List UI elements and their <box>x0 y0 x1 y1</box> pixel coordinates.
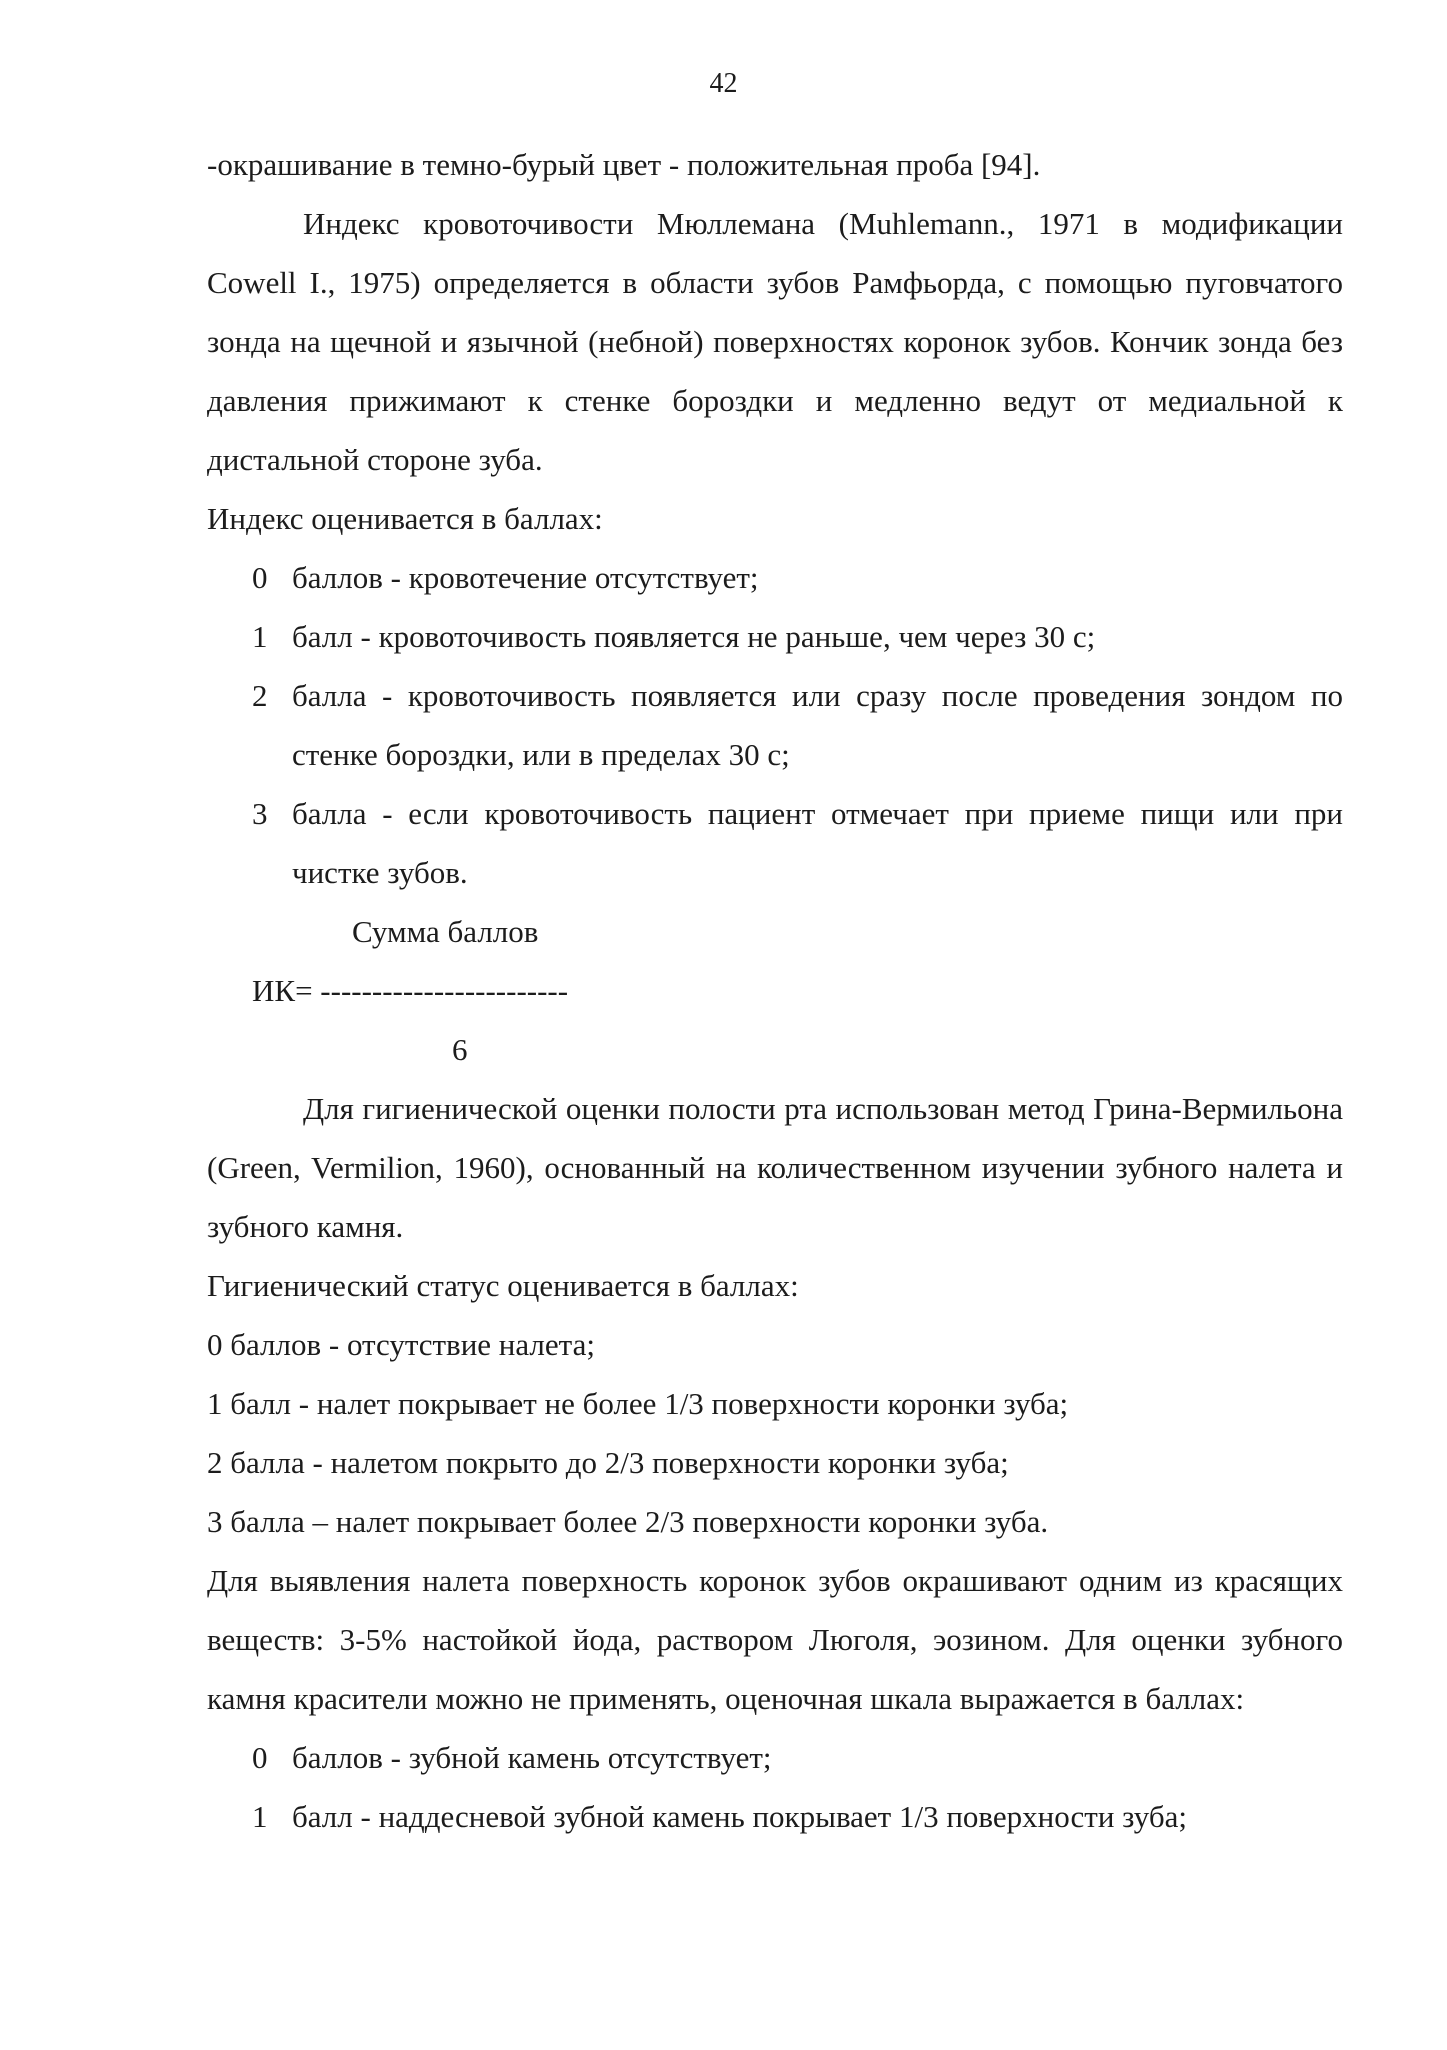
green-vermilion-paragraph: Для гигиенической оценки полости рта использован метод Грина-Вермильона (Green, Vermilion, 1960), основанный на количественном изучении зубного налета и зубного камня. <box>207 1091 1343 1244</box>
calculus-score-item <box>252 1787 1343 1846</box>
formula-numerator: Сумма баллов <box>352 914 539 949</box>
muhlemann-scale-heading: Индекс оценивается в баллах: <box>207 501 603 536</box>
page-number: 42 <box>709 68 738 99</box>
bleeding-score-item <box>252 548 1343 607</box>
staining-paragraph: Для выявления налета поверхность коронок зубов окрашивают одним из красящих веществ: 3-5% настойкой йода, раствором Люголя, эозином. Для оценки зубного камня красители можно не применять, оценочная шкала выражается в баллах: <box>207 1563 1343 1716</box>
plaque-score-line: 0 баллов - отсутствие налета; <box>207 1327 595 1362</box>
bleeding-score-item <box>252 666 1343 784</box>
score-number: 1 <box>252 619 268 654</box>
plaque-score-line: 1 балл - налет покрывает не более 1/3 поверхности коронки зуба; <box>207 1386 1069 1421</box>
bleeding-index-formula <box>207 902 1343 1079</box>
score-number: 2 <box>252 678 268 713</box>
score-description: балл - кровоточивость появляется не раньше, чем через 30 с; <box>292 619 1096 654</box>
formula-denominator: 6 <box>452 1032 468 1067</box>
score-number: 0 <box>252 560 268 595</box>
score-description: балла - кровоточивость появляется или сразу после проведения зондом по стенке бороздки, или в пределах 30 с; <box>292 678 1343 772</box>
score-description: балл - наддесневой зубной камень покрывает 1/3 поверхности зуба; <box>292 1799 1187 1834</box>
bleeding-score-item <box>252 607 1343 666</box>
plaque-score-line: 2 балла - налетом покрыто до 2/3 поверхности коронки зуба; <box>207 1445 1009 1480</box>
score-number: 1 <box>252 1799 268 1834</box>
score-number: 0 <box>252 1740 268 1775</box>
score-number: 3 <box>252 796 268 831</box>
score-description: балла - если кровоточивость пациент отмечает при приеме пищи или при чистке зубов. <box>292 796 1343 890</box>
formula-lhs-fraction-bar: ИК= ------------------------ <box>252 973 569 1008</box>
score-description: баллов - кровотечение отсутствует; <box>292 560 759 595</box>
score-description: баллов - зубной камень отсутствует; <box>292 1740 772 1775</box>
muhlemann-paragraph: Индекс кровоточивости Мюллемана (Muhlemann., 1971 в модификации Cowell I., 1975) определяется в области зубов Рамфьорда, с помощью пуговчатого зонда на щечной и язычной (небной) поверхностях коронок зубов. Кончик зонда без давления прижимают к стенке бороздки и медленно ведут от медиальной к дистальной стороне зуба. <box>207 206 1343 477</box>
hygiene-scale-heading: Гигиенический статус оценивается в баллах: <box>207 1268 799 1303</box>
calculus-score-item <box>252 1728 1343 1787</box>
intro-line: -окрашивание в темно-бурый цвет - положительная проба [94]. <box>207 147 1041 182</box>
body-text <box>207 135 1343 1846</box>
plaque-score-line: 3 балла – налет покрывает более 2/3 поверхности коронки зуба. <box>207 1504 1049 1539</box>
bleeding-score-item <box>252 784 1343 902</box>
